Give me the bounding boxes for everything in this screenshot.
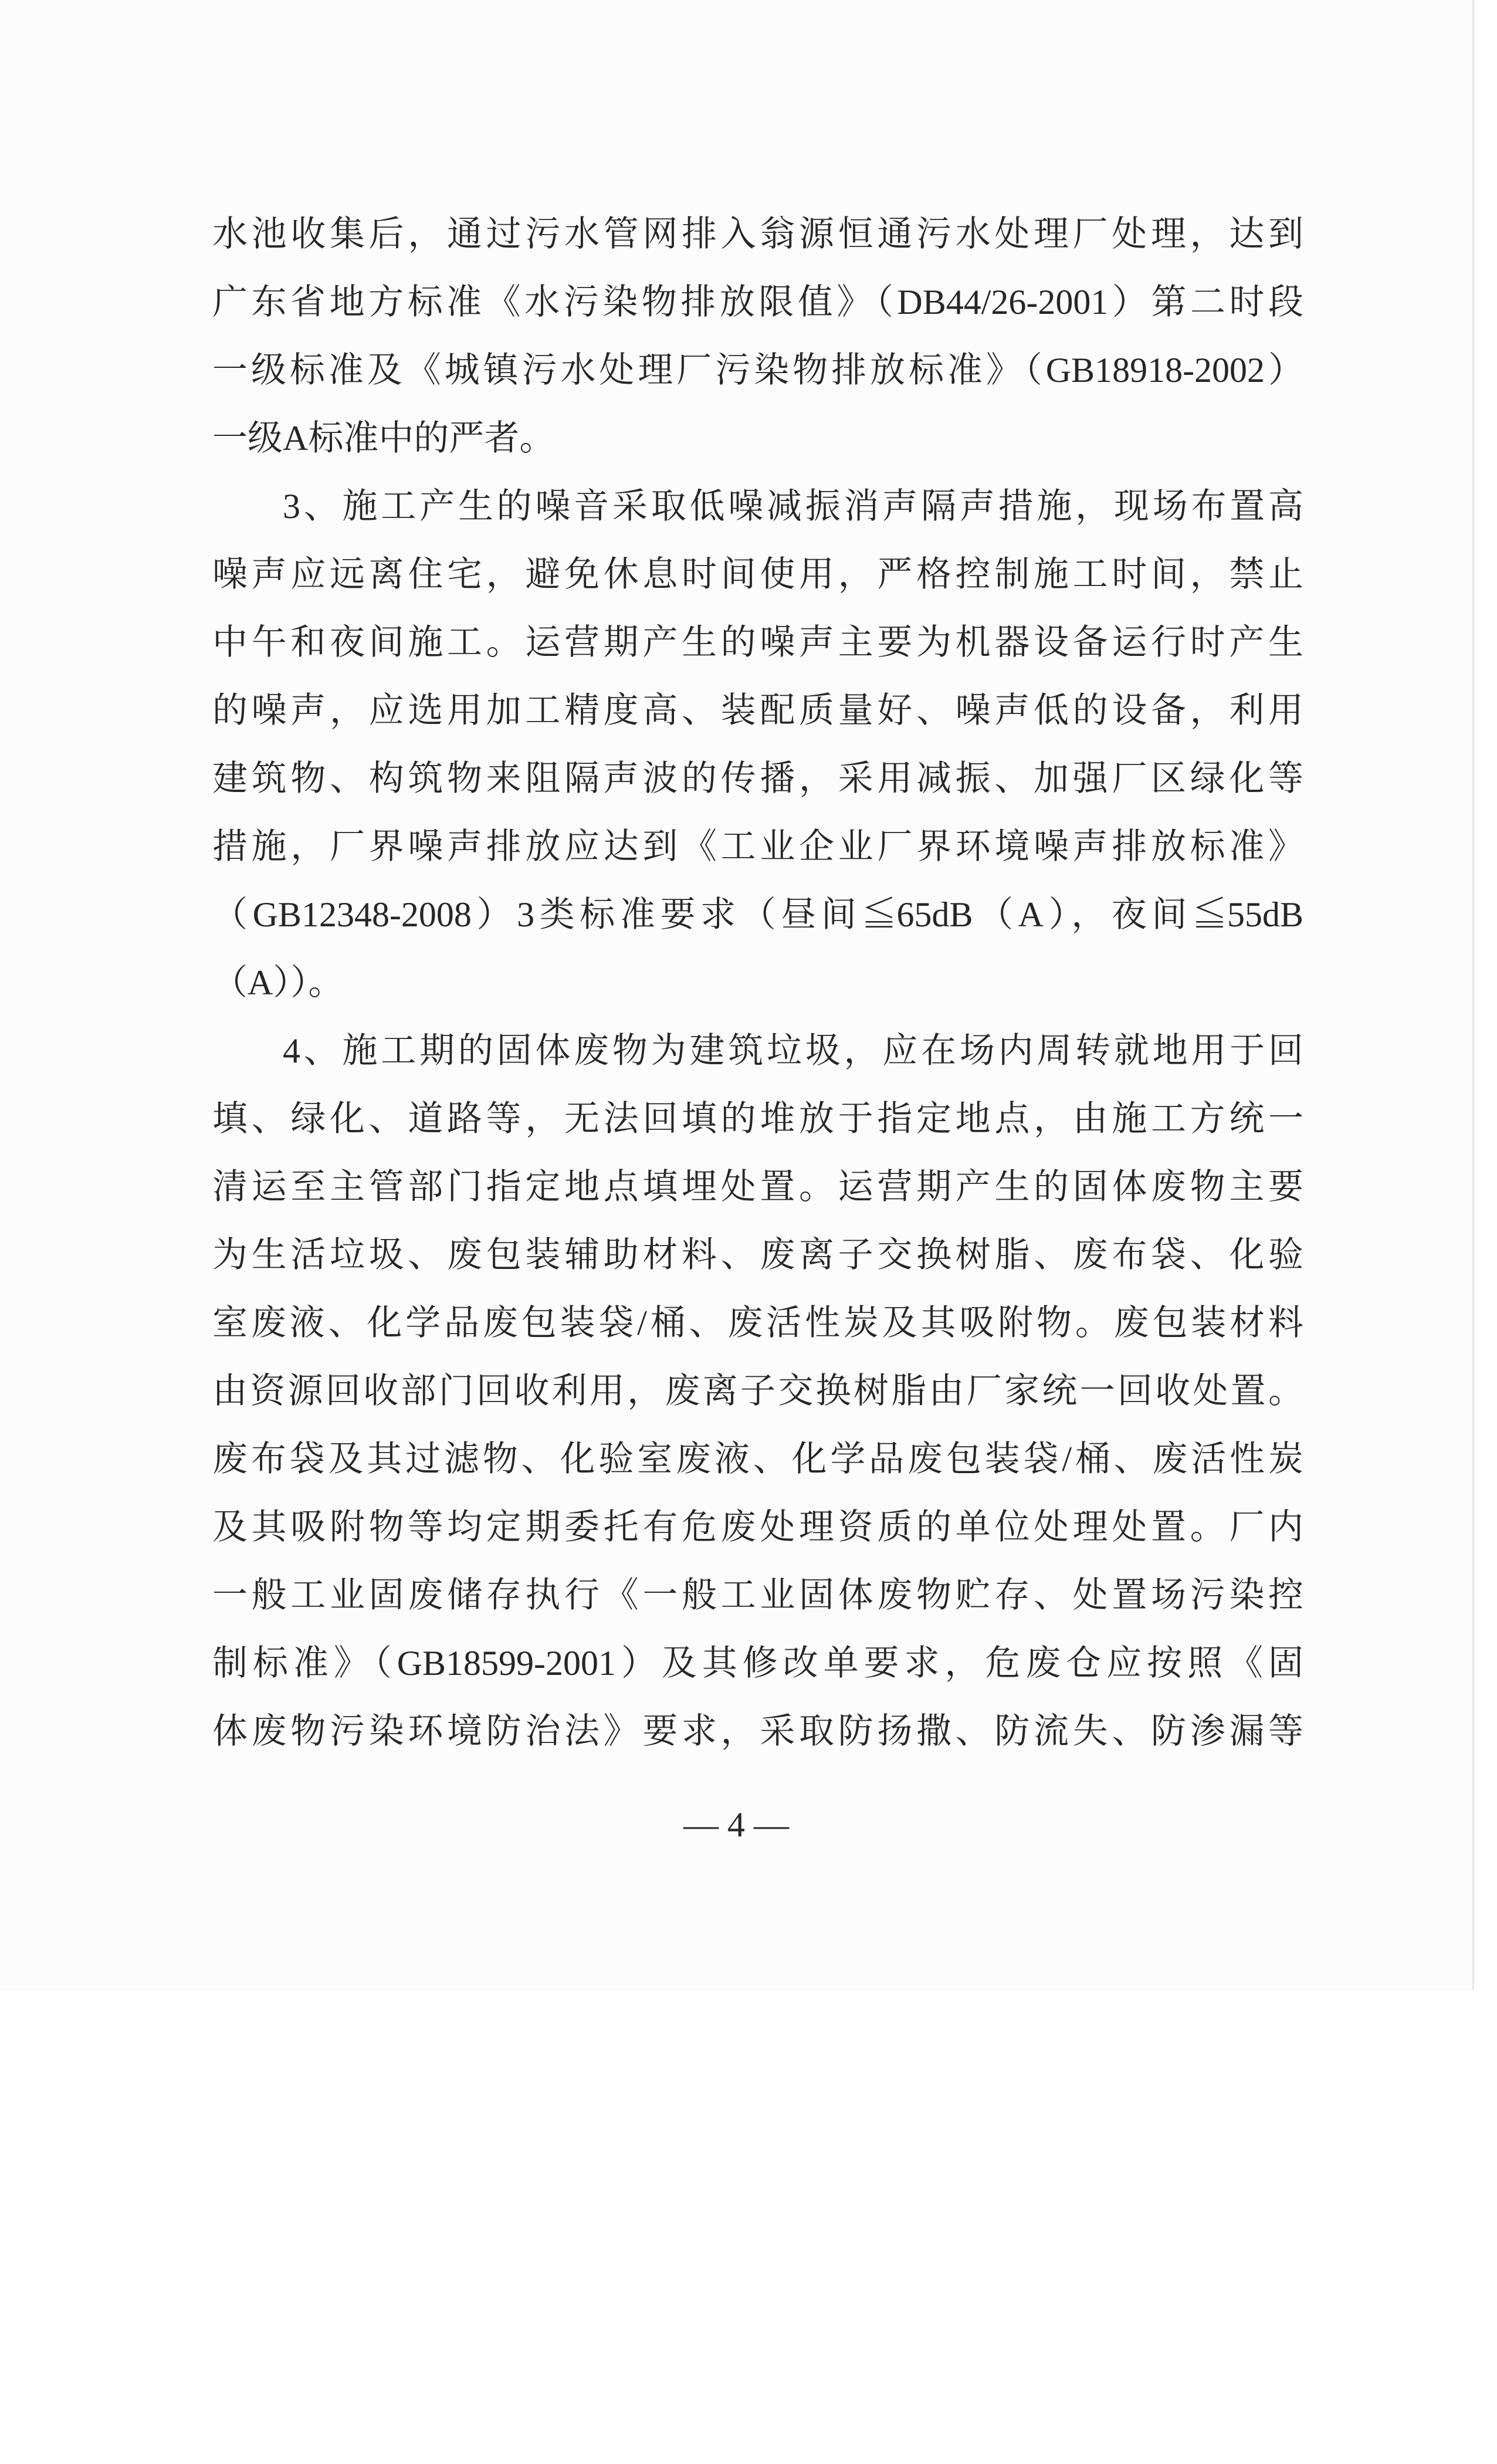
text-line: 室废液、化学品废包装袋/桶、废活性炭及其吸附物。废包装材料 <box>212 1304 1303 1342</box>
text-line: 清运至主管部门指定地点填埋处置。运营期产生的固体废物主要 <box>212 1167 1303 1206</box>
text-line: 为生活垃圾、废包装辅助材料、废离子交换树脂、废布袋、化验 <box>212 1236 1303 1274</box>
text-line: 中午和夜间施工。运营期产生的噪声主要为机器设备运行时产生 <box>212 623 1303 662</box>
text-line: 及其吸附物等均定期委托有危废处理资质的单位处理处置。厂内 <box>212 1508 1303 1546</box>
paragraph-noise <box>212 472 1303 1017</box>
page-number: — 4 — <box>683 1805 789 1844</box>
text-line: 一般工业固废储存执行《一般工业固体废物贮存、处置场污染控 <box>212 1576 1303 1615</box>
text-line: 广东省地方标准《水污染物排放限值》（DB44/26-2001）第二时段 <box>212 283 1303 321</box>
text-line: 水池收集后，通过污水管网排入翁源恒通污水处理厂处理，达到 <box>212 215 1303 253</box>
paragraph-wastewater <box>212 200 1303 472</box>
text-line: 由资源回收部门回收利用，废离子交换树脂由厂家统一回收处置。 <box>212 1372 1303 1410</box>
text-line: （GB12348-2008）3类标准要求（昼间≦65dB（A），夜间≦55dB <box>212 895 1303 934</box>
paragraph-solid-waste <box>212 1017 1303 1765</box>
text-line: 一级A标准中的严者。 <box>212 419 555 458</box>
document-body <box>212 200 1303 1765</box>
text-line: 的噪声，应选用加工精度高、装配质量好、噪声低的设备，利用 <box>212 691 1303 730</box>
text-line: 废布袋及其过滤物、化验室废液、化学品废包装袋/桶、废活性炭 <box>212 1440 1303 1478</box>
text-line: 填、绿化、道路等，无法回填的堆放于指定地点，由施工方统一 <box>212 1099 1303 1138</box>
text-line: 噪声应远离住宅，避免休息时间使用，严格控制施工时间，禁止 <box>212 555 1303 594</box>
text-line: （A））。 <box>212 963 344 1002</box>
text-line: 措施，厂界噪声排放应达到《工业企业厂界环境噪声排放标准》 <box>212 827 1303 866</box>
text-line: 体废物污染环境防治法》要求，采取防扬撒、防流失、防渗漏等 <box>212 1712 1303 1751</box>
text-line: 制标准》（GB18599-2001）及其修改单要求，危废仓应按照《固 <box>212 1644 1303 1683</box>
text-line: 4、施工期的固体废物为建筑垃圾，应在场内周转就地用于回 <box>283 1031 1303 1070</box>
text-line: 3、施工产生的噪音采取低噪减振消声隔声措施，现场布置高 <box>283 487 1303 526</box>
text-line: 建筑物、构筑物来阻隔声波的传播，采用减振、加强厂区绿化等 <box>212 759 1303 798</box>
text-line: 一级标准及《城镇污水处理厂污染物排放标准》（GB18918-2002） <box>212 351 1303 390</box>
